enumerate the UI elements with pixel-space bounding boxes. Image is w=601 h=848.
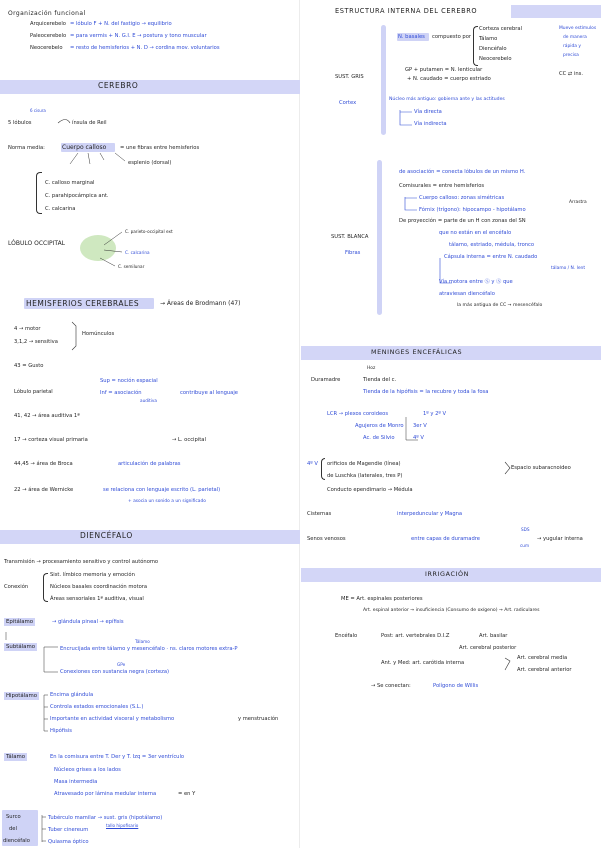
irr-post: Post: art. vertebrales D.I.Z bbox=[381, 633, 450, 639]
fibras-fornix: Fórnix (trígono): hipocampo - hipotálamo bbox=[419, 207, 526, 213]
area-17: 17 → corteza visual primaria bbox=[14, 437, 88, 443]
fibras-motora: Vía motora entre Ⓢ y Ⓢ que bbox=[439, 279, 513, 285]
talamo-label: Tálamo bbox=[6, 754, 26, 760]
fibras-proy-2: que no están en el encéfalo bbox=[439, 230, 512, 236]
cc-note: CC ⇄ ins. bbox=[559, 71, 583, 77]
gp-line: GP + putamen = N. lenticular bbox=[405, 67, 483, 73]
fibras-arrastra: Arrastra bbox=[569, 200, 587, 205]
irr-post-b: Art. basilar bbox=[479, 633, 508, 639]
dien-conexion: Conexión bbox=[4, 584, 29, 590]
fibras-cc: la más antigua de CC → mesencéfalo bbox=[457, 303, 543, 308]
irr-me-2: Art. espinal anterior → insuficiencia (Consumo de oxígeno) → Art. radiculares bbox=[363, 608, 540, 613]
area-17b: → L. occipital bbox=[172, 437, 206, 443]
parietal-lenguaje: contribuye al lenguaje bbox=[180, 390, 238, 396]
fibras-proy-3: tálamo, estriado, médula, tronco bbox=[449, 242, 535, 248]
v4-label: 4º V bbox=[307, 461, 318, 467]
org-term-2: Paleocerebelo bbox=[30, 33, 67, 39]
area-43: 43 = Gusto bbox=[14, 363, 44, 369]
irr-willis-label: → Se conectan: bbox=[371, 683, 411, 689]
senos-2: → yugular interna bbox=[537, 536, 583, 542]
v4-subaracnoideo: Espacio subaracnoideo bbox=[511, 465, 571, 471]
dien-sensoriales: Áreas sensoriales 1ª auditiva, visual bbox=[50, 596, 144, 602]
nb-side-1: Mueve estímulos bbox=[559, 26, 597, 31]
dien-transmision: Transmisión → procesamiento sensitivo y control autónomo bbox=[4, 559, 159, 565]
esplenio: esplenio (dorsal) bbox=[128, 160, 172, 166]
subtalamo-t2-sup: GPe bbox=[117, 662, 126, 667]
dien-limbico: Sist. límbico memoria y emoción bbox=[50, 572, 135, 578]
area-312: 3,1,2 → sensitiva bbox=[14, 339, 58, 345]
lcr-monro-b: 3er V bbox=[413, 423, 427, 429]
irr-willis: Polígono de Willis bbox=[433, 683, 479, 689]
n-basales: N. basales bbox=[398, 34, 425, 40]
dura-tienda: Tienda del c. bbox=[363, 377, 397, 383]
nb-item-1: Corteza cerebral bbox=[479, 26, 523, 32]
talamo-t1: En la comisura entre T. Der y T. Izq = 3er ventrículo bbox=[50, 754, 185, 760]
c-calcarina: C. calcarina bbox=[45, 206, 76, 212]
fibras-proyeccion: De proyección = parte de un H con zonas del SN bbox=[399, 218, 526, 224]
surco-s2: Tuber cinereum bbox=[48, 827, 89, 833]
lobulos-text: 5 lóbulos bbox=[8, 120, 32, 126]
surco-label-2: del bbox=[9, 826, 17, 832]
parietal-sup: Sup = noción espacial bbox=[100, 378, 158, 384]
senos: Senos venosos bbox=[307, 536, 346, 542]
surco-s3: Quiasma óptico bbox=[48, 839, 89, 845]
hemisferios-rest: → Áreas de Brodmann (47) bbox=[160, 300, 241, 307]
area-4445b: articulación de palabras bbox=[118, 461, 181, 467]
cerebro-title: CEREBRO bbox=[98, 81, 139, 90]
n-basales-b: compuesto por bbox=[432, 34, 472, 40]
meninges-title: MENINGES ENCEFÁLICAS bbox=[371, 348, 463, 356]
epitalamo-label: Epitálamo bbox=[6, 619, 34, 625]
irr-ant: Ant. y Med: art. carótida interna bbox=[381, 660, 465, 666]
nb-side-2: de manera bbox=[563, 35, 587, 40]
dura-hoz: Hoz bbox=[367, 366, 376, 371]
lcr-monro: Agujeros de Monro bbox=[355, 423, 404, 429]
parietal-inf-sub: auditiva bbox=[140, 398, 157, 403]
talamo-t3: Masa intermedia bbox=[54, 779, 98, 785]
talamo-t2: Núcleos grises a los lados bbox=[54, 767, 121, 773]
c-parahipo: C. parahipocámpica ant. bbox=[45, 193, 109, 199]
area-22c: + asocia un sonido a un significado bbox=[128, 499, 206, 504]
lcr-silvio: Ac. de Silvio bbox=[363, 435, 395, 441]
estructura-title: ESTRUCTURA INTERNA DEL CEREBRO bbox=[335, 7, 478, 15]
subtalamo-t1-sup: Tálamo bbox=[135, 639, 150, 644]
senos-sub: cum bbox=[520, 543, 530, 548]
cisternas-1: interpeduncular y Magna bbox=[397, 511, 463, 517]
org-text-3: = resto de hemisferios + N. D → cordina mov. voluntarios bbox=[70, 45, 220, 51]
hipotalamo-h3b: y menstruación bbox=[238, 716, 279, 722]
subtalamo-label: Subtálamo bbox=[6, 644, 36, 650]
hipotalamo-h4: Hipófisis bbox=[50, 728, 72, 734]
epitalamo-text: → glándula pineal → epífisis bbox=[52, 619, 124, 625]
dien-basales: Núcleos basales coordinación motora bbox=[50, 584, 148, 590]
dura-hipofisis: Tienda de la hipófisis = la recubre y toda la fosa bbox=[363, 389, 489, 395]
lcr-1: 1º y 2º V bbox=[423, 411, 447, 417]
insula-text: ínsula de Reil bbox=[72, 120, 107, 126]
occipital-r1: C. parieto-occipital ext bbox=[125, 229, 173, 234]
fibras-comisurales: Comisurales = entre hemisferios bbox=[399, 183, 485, 189]
occipital-title: LÓBULO OCCIPITAL bbox=[8, 240, 66, 247]
duramadre: Duramadre bbox=[311, 377, 341, 383]
nb-side-3: rápida y bbox=[563, 44, 581, 49]
fibras-capsula: Cápsula interna = entre N. caudado bbox=[444, 254, 538, 260]
cisternas: Cisternas bbox=[307, 511, 332, 517]
irr-encefalo: Encéfalo bbox=[335, 633, 358, 639]
nb-item-4: Neocerebelo bbox=[479, 56, 512, 62]
nb-item-3: Diencéfalo bbox=[479, 46, 507, 52]
fibras-motora-2: atraviesan diencéfalo bbox=[439, 291, 495, 297]
irrigacion-title: IRRIGACIÓN bbox=[425, 570, 470, 578]
area-22b: se relaciona con lenguaje escrito (L. parietal) bbox=[103, 487, 221, 493]
area-4445: 44,45 → área de Broca bbox=[14, 461, 73, 467]
hipotalamo-h3: Importante en actividad visceral y metabolismo bbox=[50, 716, 175, 722]
diencefalo-title: DIENCÉFALO bbox=[80, 531, 133, 540]
c-marginal: C. calloso marginal bbox=[45, 180, 95, 186]
area-4: 4 → motor bbox=[14, 326, 41, 332]
v4-magendie: orificios de Magendie (línea) bbox=[327, 461, 401, 467]
nb-item-2: Tálamo bbox=[479, 36, 498, 42]
senos-1: entre capas de duramadre bbox=[411, 536, 480, 542]
fibras-cuerpo: Cuerpo calloso: zonas simétricas bbox=[419, 195, 505, 201]
parietal-label: Lóbulo parietal bbox=[14, 389, 53, 395]
lcr-silvio-b: 4º V bbox=[413, 435, 424, 441]
gris-label-2: Cortex bbox=[339, 100, 357, 106]
blanca-label-2: Fibras bbox=[345, 250, 361, 256]
irr-ant-anterior: Art. cerebral anterior bbox=[517, 667, 572, 673]
norma-label: Norma media: bbox=[8, 145, 45, 151]
via-directa: Vía directa bbox=[414, 109, 442, 115]
hipotalamo-label: Hipotálamo bbox=[6, 693, 38, 699]
org-title: Organización funcional bbox=[8, 10, 86, 17]
fibras-asociacion: de asociación = conecta lóbulos de un mismo H. bbox=[399, 169, 526, 175]
v4-luschka: de Luschka (laterales, tres P) bbox=[327, 473, 403, 479]
area-4142: 41, 42 → área auditiva 1ª bbox=[14, 413, 80, 419]
irr-post-2: Art. cerebral posterior bbox=[459, 645, 517, 651]
occipital-r3: C. semilunar bbox=[118, 264, 145, 269]
via-indirecta: Vía indirecta bbox=[414, 121, 447, 127]
surco-s2b: tallo hipofisario bbox=[106, 823, 139, 828]
org-text-2: = para vermis + N. G.I. E → postura y tono muscular bbox=[70, 33, 207, 39]
hipotalamo-h2: Controla estados emocionales (S.L.) bbox=[50, 704, 144, 710]
surco-s1: Tubérculo mamilar → sust. gris (hipotálamo) bbox=[48, 815, 163, 821]
area-22: 22 → área de Wernicke bbox=[14, 487, 74, 493]
talamo-t4: Atravesado por lámina medular interna bbox=[54, 791, 157, 797]
homunculos: Homúnculos bbox=[82, 331, 115, 337]
surco-label-3: diencéfalo bbox=[3, 838, 30, 844]
hipotalamo-h1: Encima glándula bbox=[50, 692, 94, 698]
org-term-1: Arquicerebelo bbox=[30, 21, 66, 27]
org-term-3: Neocerebelo bbox=[30, 45, 63, 51]
cuerpo-calloso: Cuerpo calloso bbox=[62, 144, 107, 151]
hemisferios-title: HEMISFERIOS CEREBRALES bbox=[26, 299, 140, 308]
parietal-inf: Inf = asociación bbox=[100, 390, 142, 396]
gp-line-2: + N. caudado = cuerpo estriado bbox=[407, 76, 491, 82]
blanca-label: SUST. BLANCA bbox=[331, 234, 369, 240]
surco-label-1: Surco bbox=[6, 814, 21, 820]
fibras-capsula-2: tálamo / N. lent bbox=[551, 266, 586, 271]
nb-side-4: precisa bbox=[563, 53, 579, 58]
v4-ependimario: Conducto ependimario → Médula bbox=[327, 487, 413, 493]
subtalamo-t2: Conexiones con sustancia negra (corteza) bbox=[60, 669, 170, 675]
lobulos-above: 6 cisura bbox=[30, 108, 46, 113]
occipital-r2: C. calcarina bbox=[125, 250, 150, 255]
senos-sup: SDS bbox=[521, 527, 530, 532]
subtalamo-t1: Encrucijada entre tálamo y mesencéfalo · ns. claros motores extra-P bbox=[60, 646, 238, 652]
gris-label: SUST. GRIS bbox=[335, 74, 364, 80]
n-antiguo: Núcleo más antiguo: gobierna ante y las actitudes bbox=[389, 97, 505, 102]
org-text-1: = lóbulo F + N. del fastigio → equilibrio bbox=[70, 21, 172, 27]
irr-ant-media: Art. cerebral media bbox=[517, 655, 568, 661]
cuerpo-rest: = une fibras entre hemisferios bbox=[120, 145, 200, 151]
lcr-plexos: LCR → plexos coroideos bbox=[327, 411, 389, 417]
talamo-t4b: = en Y bbox=[178, 791, 196, 797]
irr-me: ME = Art. espinales posteriores bbox=[341, 596, 423, 602]
